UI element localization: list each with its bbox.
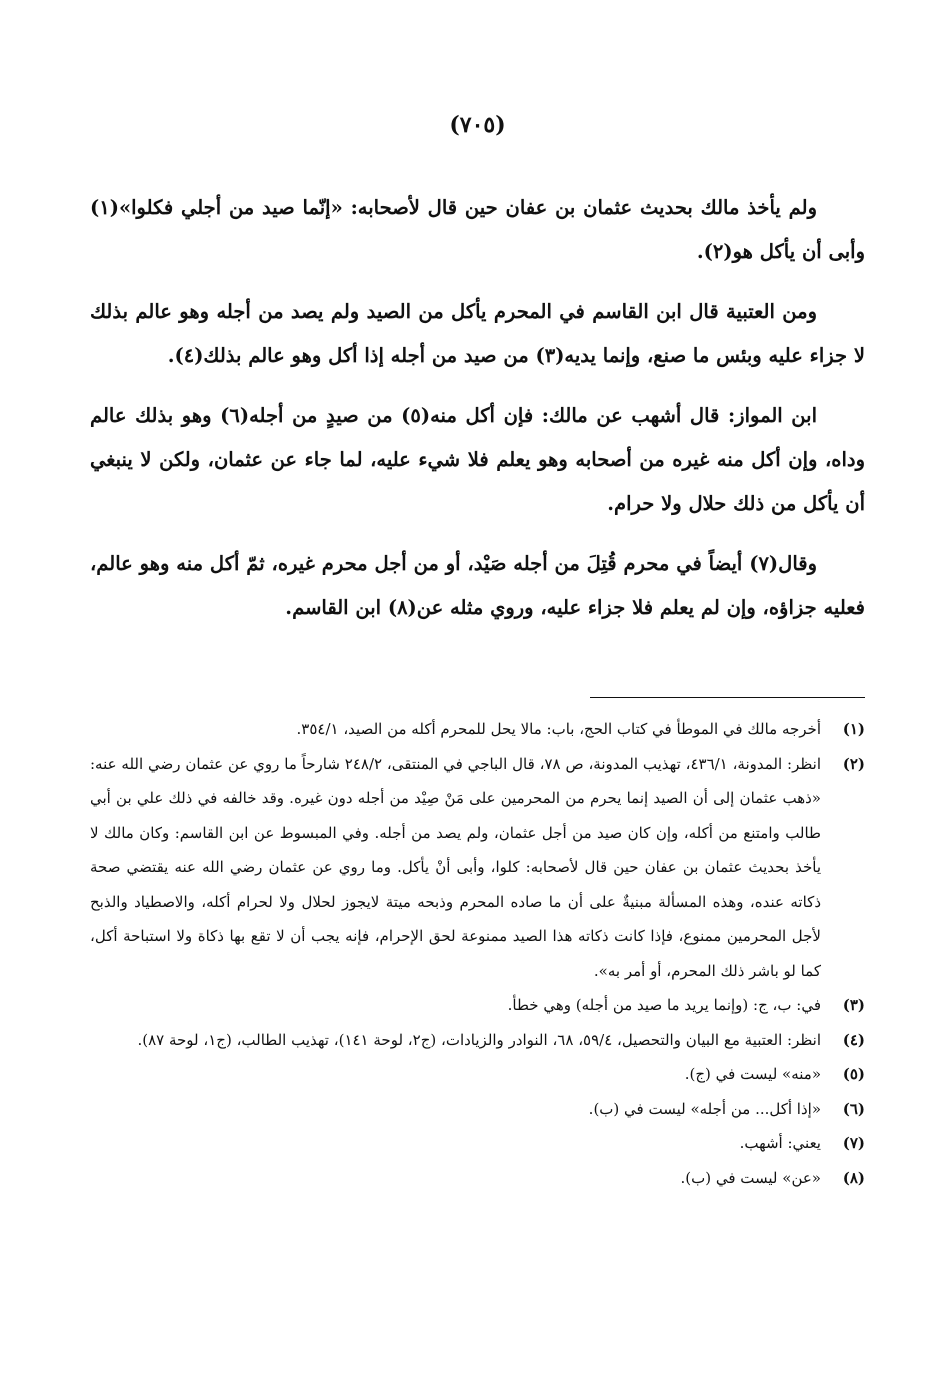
footnotes: [90, 712, 865, 1195]
footnote-3: [90, 988, 865, 1023]
footnote-number: (٦): [842, 1099, 865, 1118]
footnote-text: في: ب، ج: (وإنما يريد ما صيد من أجله) وهي خطأ.: [507, 996, 821, 1014]
footnote-separator: [590, 697, 865, 698]
page-number: (٧٠٥): [449, 112, 506, 138]
footnote-7: [90, 1126, 865, 1161]
paragraph-3: ابن المواز: قال أشهب عن مالك: فإن أكل منه(٥) من صيدٍ من أجله(٦) وهو بذلك عالم وداه، وإن أكل منه غيره من أصحابه وهو يعلم فلا شيء عليه، لما جاء عن عثمان، ولكن لا ينبغي أن يأكل من ذلك حلال ولا حرام.: [90, 404, 865, 515]
footnote-6: [90, 1092, 865, 1127]
footnote-text: يعني: أشهب.: [739, 1134, 821, 1152]
paragraph-4: وقال(٧) أيضاً في محرم قُتِلَ من أجله صَيْد، أو من أجل محرم غيره، ثمّ أكل منه وهو عالم، فعليه جزاؤه، وإن لم يعلم فلا جزاء عليه، وروي مثله عن(٨) ابن القاسم.: [90, 552, 865, 619]
footnote-text: «منه» ليست في (ج).: [684, 1065, 821, 1083]
footnote-number: (٨): [842, 1168, 865, 1187]
footnote-number: (١): [842, 720, 865, 738]
footnote-number: (٧): [842, 1134, 865, 1152]
main-text: [90, 186, 865, 646]
footnote-2: [90, 747, 865, 989]
footnote-4: [90, 1023, 865, 1058]
footnote-1: [90, 712, 865, 747]
page: [90, 0, 865, 1390]
footnote-8: [90, 1161, 865, 1196]
footnote-text: «عن» ليست في (ب).: [680, 1168, 821, 1187]
footnote-text: أخرجه مالك في الموطأ في كتاب الحج، باب: مالا يحل للمحرم أكله من الصيد، ٣٥٤/١.: [296, 720, 821, 738]
footnote-text: انظر: المدونة، ٤٣٦/١، تهذيب المدونة، ص ٧٨، قال الباجي في المنتقى، ٢٤٨/٢ شارحاً ما روي عن عثمان رضي الله عنه: «ذهب عثمان إلى أن الصيد إنما يحرم من المحرمين على مَنْ صِيْد من أجله دون غيره. وقد خالفه في ذلك علي بن أبي طالب وامتنع من أكله، وإن كان صيد من أجل عثمان، ولم يصد من أجله. وفي المبسوط عن ابن القاسم: وكان مالك لا يأخذ بحديث عثمان بن عفان حين قال لأصحابه: كلوا، وأبى أنْ يأكل. وما روي عن عثمان رضي الله عنه يقتضي صحة ذكاته عنده، وهذه المسألة مبنيةٌ على أن ما صاده المحرم وذبحه ميتة لايجوز لحلال ولا لحرام أكله، والاصطياد والذبح لأجل المحرمين ممنوع، فإذا كانت ذكاته هذا الصيد ممنوعة لحق الإحرام، فإنه يجب أن لا تقع بها ذكاة ولا استباحة أكل، كما لو باشر ذلك المحرم، أو أمر به».: [90, 754, 822, 980]
footnote-number: (٣): [842, 996, 865, 1014]
paragraph-1: ولم يأخذ مالك بحديث عثمان بن عفان حين قال لأصحابه: «إنّما صيد من أجلي فكلوا»(١) وأبى أن يأكل هو(٢).: [90, 196, 865, 263]
footnote-5: [90, 1057, 865, 1092]
footnote-number: (٤): [842, 1030, 865, 1049]
footnote-number: (٥): [842, 1065, 865, 1083]
footnote-text: انظر: العتبية مع البيان والتحصيل، ٥٩/٤، ٦٨، النوادر والزيادات، (ج٢، لوحة ١٤١)، تهذيب الطالب، (ج١، لوحة ٨٧).: [137, 1030, 821, 1049]
paragraph-2: ومن العتبية قال ابن القاسم في المحرم يأكل من الصيد ولم يصد من أجله وهو عالم بذلك لا جزاء عليه وبئس ما صنع، وإنما يديه(٣) من صيد من أجله إذا أكل وهو عالم بذلك(٤).: [90, 300, 865, 367]
footnote-number: (٢): [842, 754, 865, 773]
footnote-text: «إذا أكل... من أجله» ليست في (ب).: [588, 1099, 821, 1118]
